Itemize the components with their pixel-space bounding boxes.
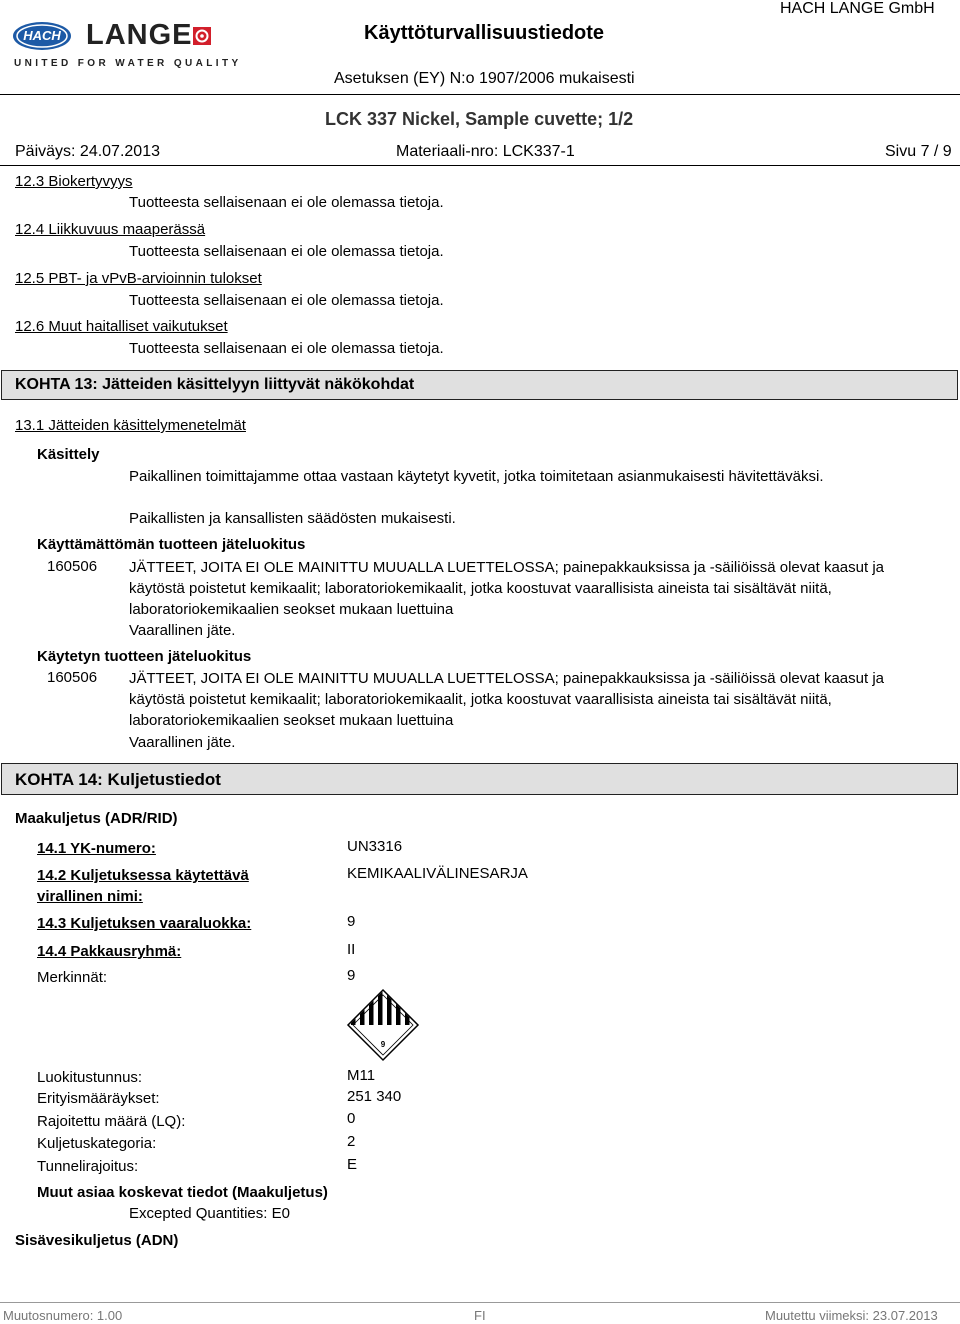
packing-group-label: 14.4 Pakkausryhmä: bbox=[37, 943, 182, 960]
subsection-text: Tuotteesta sellaisenaan ei ole olemassa tietoja. bbox=[129, 292, 444, 309]
detail-value: M11 bbox=[347, 1067, 376, 1084]
material-number: Materiaali-nro: LCK337-1 bbox=[396, 143, 575, 160]
footer-revision: Muutosnumero: 1.00 bbox=[3, 1308, 123, 1323]
subsection-heading: 12.4 Liikkuvuus maaperässä bbox=[15, 221, 206, 238]
section-14-bar bbox=[1, 763, 958, 795]
detail-label: Tunnelirajoitus: bbox=[37, 1158, 139, 1175]
section-13-title: KOHTA 13: Jätteiden käsittelyyn liittyvät näkökohdat bbox=[15, 376, 415, 393]
detail-value: 251 340 bbox=[347, 1088, 402, 1105]
company-name: HACH LANGE GmbH bbox=[780, 0, 935, 17]
other-info-value: Excepted Quantities: E0 bbox=[129, 1205, 290, 1222]
used-waste-text: JÄTTEET, JOITA EI OLE MAINITTU MUUALLA LUETTELOSSA; painepakkauksissa ja -säiliöissä olevat kaasut ja käytöstä poistetut kemikaalit; laboratoriokemikaalit, jotka koostuvat vaarallisista aineista tai sisältävät niitä, laboratoriokemikaalien seokset mukaan luettuina bbox=[129, 670, 884, 729]
detail-value: E bbox=[347, 1156, 358, 1173]
section-14-title: KOHTA 14: Kuljetustiedot bbox=[15, 770, 221, 789]
shipping-name-label-2: virallinen nimi: bbox=[37, 888, 143, 905]
subsection-heading: 12.6 Muut haitalliset vaikutukset bbox=[15, 318, 228, 335]
tagline: UNITED FOR WATER QUALITY bbox=[14, 58, 242, 69]
hazard-class-value: 9 bbox=[347, 913, 356, 930]
doc-title: Käyttöturvallisuustiedote bbox=[364, 22, 605, 44]
used-waste-code: 160506 bbox=[47, 669, 98, 686]
footer-language: FI bbox=[474, 1308, 486, 1323]
detail-value: 2 bbox=[347, 1133, 356, 1150]
regulation: Asetuksen (EY) N:o 1907/2006 mukaisesti bbox=[334, 70, 635, 87]
class-9-hazard-label-icon bbox=[346, 988, 420, 1062]
subsection-text: Tuotteesta sellaisenaan ei ole olemassa tietoja. bbox=[129, 194, 444, 211]
page-number: Sivu 7 / 9 bbox=[885, 143, 952, 160]
handling-label: Käsittely bbox=[37, 446, 100, 463]
unused-waste-text: JÄTTEET, JOITA EI OLE MAINITTU MUUALLA LUETTELOSSA; painepakkauksissa ja -säiliöissä olevat kaasut ja käytöstä poistetut kemikaalit; laboratoriokemikaalit, jotka koostuvat vaarallisista aineista tai sisältävät niitä, laboratoriokemikaalien seokset mukaan luettuina bbox=[129, 559, 884, 618]
subsection-heading: 13.1 Jätteiden käsittelymenetelmät bbox=[15, 417, 246, 434]
footer-modified: Muutettu viimeksi: 23.07.2013 bbox=[765, 1308, 938, 1323]
detail-label: Kuljetuskategoria: bbox=[37, 1135, 157, 1152]
detail-label: Erityismääräykset: bbox=[37, 1090, 160, 1107]
lange-mark-icon bbox=[193, 27, 211, 45]
land-transport-label: Maakuljetus (ADR/RID) bbox=[15, 810, 178, 827]
brand-hach: HACH bbox=[23, 28, 61, 43]
unused-waste-label: Käyttämättömän tuotteen jäteluokitus bbox=[37, 536, 306, 553]
marks-value: 9 bbox=[347, 967, 356, 984]
unused-waste-code: 160506 bbox=[47, 558, 98, 575]
used-waste-label: Käytetyn tuotteen jäteluokitus bbox=[37, 648, 252, 665]
detail-label: Luokitustunnus: bbox=[37, 1069, 143, 1086]
un-number-label: 14.1 YK-numero: bbox=[37, 840, 156, 857]
shipping-name-label-1: 14.2 Kuljetuksessa käytettävä bbox=[37, 867, 249, 884]
doc-date: Päiväys: 24.07.2013 bbox=[15, 143, 160, 160]
unused-waste-note: Vaarallinen jäte. bbox=[129, 622, 236, 639]
un-number-value: UN3316 bbox=[347, 838, 403, 855]
hazard-class-label: 14.3 Kuljetuksen vaaraluokka: bbox=[37, 915, 252, 932]
other-info-label: Muut asiaa koskevat tiedot (Maakuljetus) bbox=[37, 1184, 328, 1201]
subsection-text: Tuotteesta sellaisenaan ei ole olemassa tietoja. bbox=[129, 340, 444, 357]
brand-lange: LANGE bbox=[86, 19, 193, 51]
subsection-heading: 12.3 Biokertyvyys bbox=[15, 173, 133, 190]
subsection-heading: 12.5 PBT- ja vPvB-arvioinnin tulokset bbox=[15, 270, 262, 287]
detail-value: 0 bbox=[347, 1110, 356, 1127]
detail-label: Rajoitettu määrä (LQ): bbox=[37, 1113, 186, 1130]
subsection-text: Tuotteesta sellaisenaan ei ole olemassa tietoja. bbox=[129, 243, 444, 260]
inland-transport-label: Sisävesikuljetus (ADN) bbox=[15, 1232, 179, 1249]
handling-text: Paikallinen toimittajamme ottaa vastaan käytetyt kyvetit, jotka toimitetaan asianmukaisesti hävitettäväksi. bbox=[129, 468, 824, 485]
marks-label: Merkinnät: bbox=[37, 969, 108, 986]
product-name: LCK 337 Nickel, Sample cuvette; 1/2 bbox=[325, 109, 634, 129]
handling-text-2: Paikallisten ja kansallisten säädösten mukaisesti. bbox=[129, 510, 456, 527]
section-13-bar bbox=[1, 370, 958, 400]
shipping-name-value: KEMIKAALIVÄLINESARJA bbox=[347, 865, 528, 882]
diamond-number: 9 bbox=[380, 1040, 386, 1049]
packing-group-value: II bbox=[347, 941, 356, 958]
used-waste-note: Vaarallinen jäte. bbox=[129, 734, 236, 751]
hach-logo bbox=[12, 21, 72, 51]
